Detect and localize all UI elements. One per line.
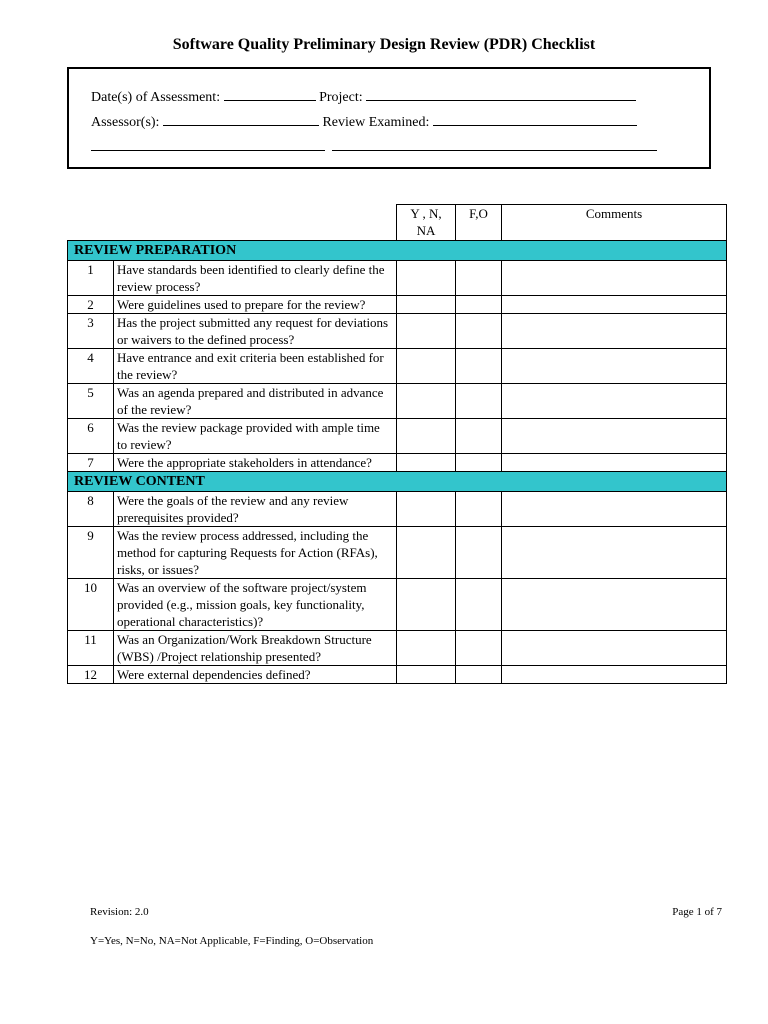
section-title: REVIEW CONTENT	[68, 472, 727, 492]
section-row	[68, 472, 727, 492]
extra-review-line[interactable]	[332, 150, 657, 151]
comments-cell[interactable]	[502, 454, 727, 472]
item-number: 4	[68, 349, 114, 384]
fo-cell[interactable]	[456, 261, 502, 296]
table-header-row	[68, 205, 727, 241]
section-title: REVIEW PREPARATION	[68, 241, 727, 261]
comments-cell[interactable]	[502, 314, 727, 349]
table-row	[68, 419, 727, 454]
revision-text: Revision: 2.0	[90, 906, 149, 918]
section-row	[68, 241, 727, 261]
comments-cell[interactable]	[502, 296, 727, 314]
comments-cell[interactable]	[502, 349, 727, 384]
review-examined-label: Review Examined:	[322, 115, 430, 130]
comments-cell[interactable]	[502, 666, 727, 684]
item-question: Was an agenda prepared and distributed in advance of the review?	[114, 384, 397, 419]
fo-cell[interactable]	[456, 579, 502, 631]
item-question: Was the review package provided with ample time to review?	[114, 419, 397, 454]
dates-field[interactable]	[224, 87, 316, 101]
table-row	[68, 454, 727, 472]
item-question: Was the review process addressed, including the method for capturing Requests for Action (RFAs), risks, or issues?	[114, 527, 397, 579]
fo-cell[interactable]	[456, 296, 502, 314]
item-number: 6	[68, 419, 114, 454]
col-fo-header: F,O	[456, 205, 502, 241]
ynna-cell[interactable]	[397, 314, 456, 349]
header-blank	[68, 205, 397, 241]
item-number: 12	[68, 666, 114, 684]
table-row	[68, 666, 727, 684]
table-row	[68, 631, 727, 666]
table-body	[68, 241, 727, 684]
table-row	[68, 296, 727, 314]
item-question: Have standards been identified to clearly define the review process?	[114, 261, 397, 296]
legend-text: Y=Yes, N=No, NA=Not Applicable, F=Finding, O=Observation	[90, 935, 374, 947]
table-row	[68, 527, 727, 579]
item-number: 11	[68, 631, 114, 666]
table-row	[68, 261, 727, 296]
ynna-cell[interactable]	[397, 454, 456, 472]
item-number: 1	[68, 261, 114, 296]
item-question: Was an overview of the software project/system provided (e.g., mission goals, key functionality, operational characteristics)?	[114, 579, 397, 631]
assessment-info-box	[67, 67, 711, 169]
item-question: Were external dependencies defined?	[114, 666, 397, 684]
fo-cell[interactable]	[456, 527, 502, 579]
ynna-cell[interactable]	[397, 261, 456, 296]
col-ynna-header: Y , N, NA	[397, 205, 456, 241]
ynna-cell[interactable]	[397, 527, 456, 579]
item-number: 10	[68, 579, 114, 631]
comments-cell[interactable]	[502, 261, 727, 296]
fo-cell[interactable]	[456, 492, 502, 527]
comments-cell[interactable]	[502, 384, 727, 419]
item-number: 8	[68, 492, 114, 527]
info-row-2	[91, 112, 637, 131]
assessors-field[interactable]	[163, 112, 319, 126]
ynna-cell[interactable]	[397, 419, 456, 454]
item-question: Was an Organization/Work Breakdown Structure (WBS) /Project relationship presented?	[114, 631, 397, 666]
table-row	[68, 384, 727, 419]
project-field[interactable]	[366, 87, 636, 101]
comments-cell[interactable]	[502, 492, 727, 527]
info-row-1	[91, 87, 636, 106]
document-title: Software Quality Preliminary Design Review (PDR) Checklist	[172, 36, 596, 53]
item-question: Were the appropriate stakeholders in attendance?	[114, 454, 397, 472]
fo-cell[interactable]	[456, 349, 502, 384]
fo-cell[interactable]	[456, 384, 502, 419]
item-question: Has the project submitted any request for deviations or waivers to the defined process?	[114, 314, 397, 349]
table-row	[68, 492, 727, 527]
ynna-cell[interactable]	[397, 579, 456, 631]
item-number: 2	[68, 296, 114, 314]
ynna-cell[interactable]	[397, 296, 456, 314]
dates-label: Date(s) of Assessment:	[91, 90, 221, 105]
project-label: Project:	[319, 90, 363, 105]
review-examined-field[interactable]	[433, 112, 637, 126]
comments-cell[interactable]	[502, 631, 727, 666]
fo-cell[interactable]	[456, 666, 502, 684]
ynna-cell[interactable]	[397, 492, 456, 527]
table-row	[68, 349, 727, 384]
comments-cell[interactable]	[502, 419, 727, 454]
table-row	[68, 314, 727, 349]
ynna-cell[interactable]	[397, 666, 456, 684]
extra-assessor-line[interactable]	[91, 150, 325, 151]
item-number: 3	[68, 314, 114, 349]
item-number: 5	[68, 384, 114, 419]
ynna-cell[interactable]	[397, 349, 456, 384]
item-question: Have entrance and exit criteria been established for the review?	[114, 349, 397, 384]
ynna-cell[interactable]	[397, 631, 456, 666]
item-number: 9	[68, 527, 114, 579]
assessors-label: Assessor(s):	[91, 115, 160, 130]
fo-cell[interactable]	[456, 631, 502, 666]
fo-cell[interactable]	[456, 454, 502, 472]
item-question: Were guidelines used to prepare for the review?	[114, 296, 397, 314]
checklist-table	[67, 204, 727, 684]
col-comments-header: Comments	[502, 205, 727, 241]
comments-cell[interactable]	[502, 527, 727, 579]
item-question: Were the goals of the review and any review prerequisites provided?	[114, 492, 397, 527]
table-row	[68, 579, 727, 631]
fo-cell[interactable]	[456, 419, 502, 454]
comments-cell[interactable]	[502, 579, 727, 631]
page-number: Page 1 of 7	[672, 906, 722, 918]
fo-cell[interactable]	[456, 314, 502, 349]
item-number: 7	[68, 454, 114, 472]
ynna-cell[interactable]	[397, 384, 456, 419]
